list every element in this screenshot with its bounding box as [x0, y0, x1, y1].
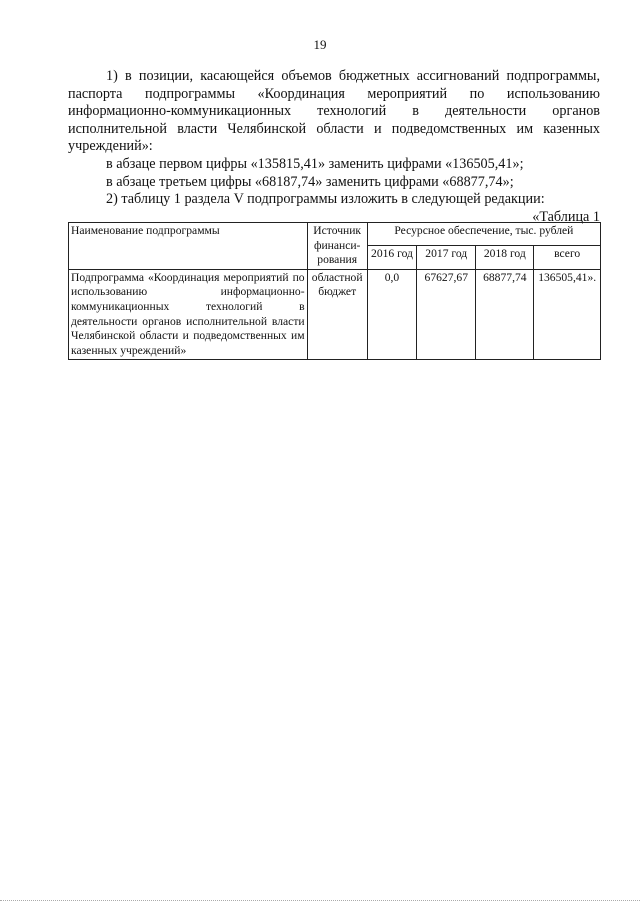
- paragraph-item-1: 1) в позиции, касающейся объемов бюджетных ассигнований подпрограммы, паспорта подпрограммы «Координация мероприятий по использованию информационно-коммуникационных технологий в деятельности органов исполнительной власти Челябинской области и подведомственных им казенных учреждений»:: [68, 68, 600, 155]
- row-total: 136505,41».: [534, 269, 601, 360]
- row-source: областной бюджет: [307, 269, 367, 360]
- table-header-row: [69, 223, 601, 246]
- paragraph-first-abzac: в абзаце первом цифры «135815,41» заменить цифрами «136505,41»;: [106, 155, 524, 172]
- header-2016: 2016 год: [367, 246, 416, 269]
- page-number: 19: [313, 37, 327, 52]
- table-caption: «Таблица 1: [532, 208, 600, 225]
- header-2018: 2018 год: [476, 246, 534, 269]
- paragraph-third-abzac: в абзаце третьем цифры «68187,74» заменить цифрами «68877,74»;: [106, 173, 514, 190]
- header-total: всего: [534, 246, 601, 269]
- header-name: Наименование подпрограммы: [69, 223, 308, 270]
- header-source: Источник финанси-рования: [307, 223, 367, 270]
- table-row: [69, 269, 601, 360]
- row-name: Подпрограмма «Координация мероприятий по использованию информационно-коммуникационных технологий в деятельности органов исполнительной власти Челябинской области и подведомственных им казенных учреждений»: [69, 269, 308, 360]
- row-2016: 0,0: [367, 269, 416, 360]
- paragraph-item-2: 2) таблицу 1 раздела V подпрограммы изложить в следующей редакции:: [106, 191, 545, 208]
- scan-edge-divider: [0, 900, 640, 901]
- row-2018: 68877,74: [476, 269, 534, 360]
- budget-table: [68, 222, 601, 360]
- header-2017: 2017 год: [417, 246, 476, 269]
- row-2017: 67627,67: [417, 269, 476, 360]
- document-body: [68, 68, 600, 226]
- header-resources: Ресурсное обеспечение, тыс. рублей: [367, 223, 600, 246]
